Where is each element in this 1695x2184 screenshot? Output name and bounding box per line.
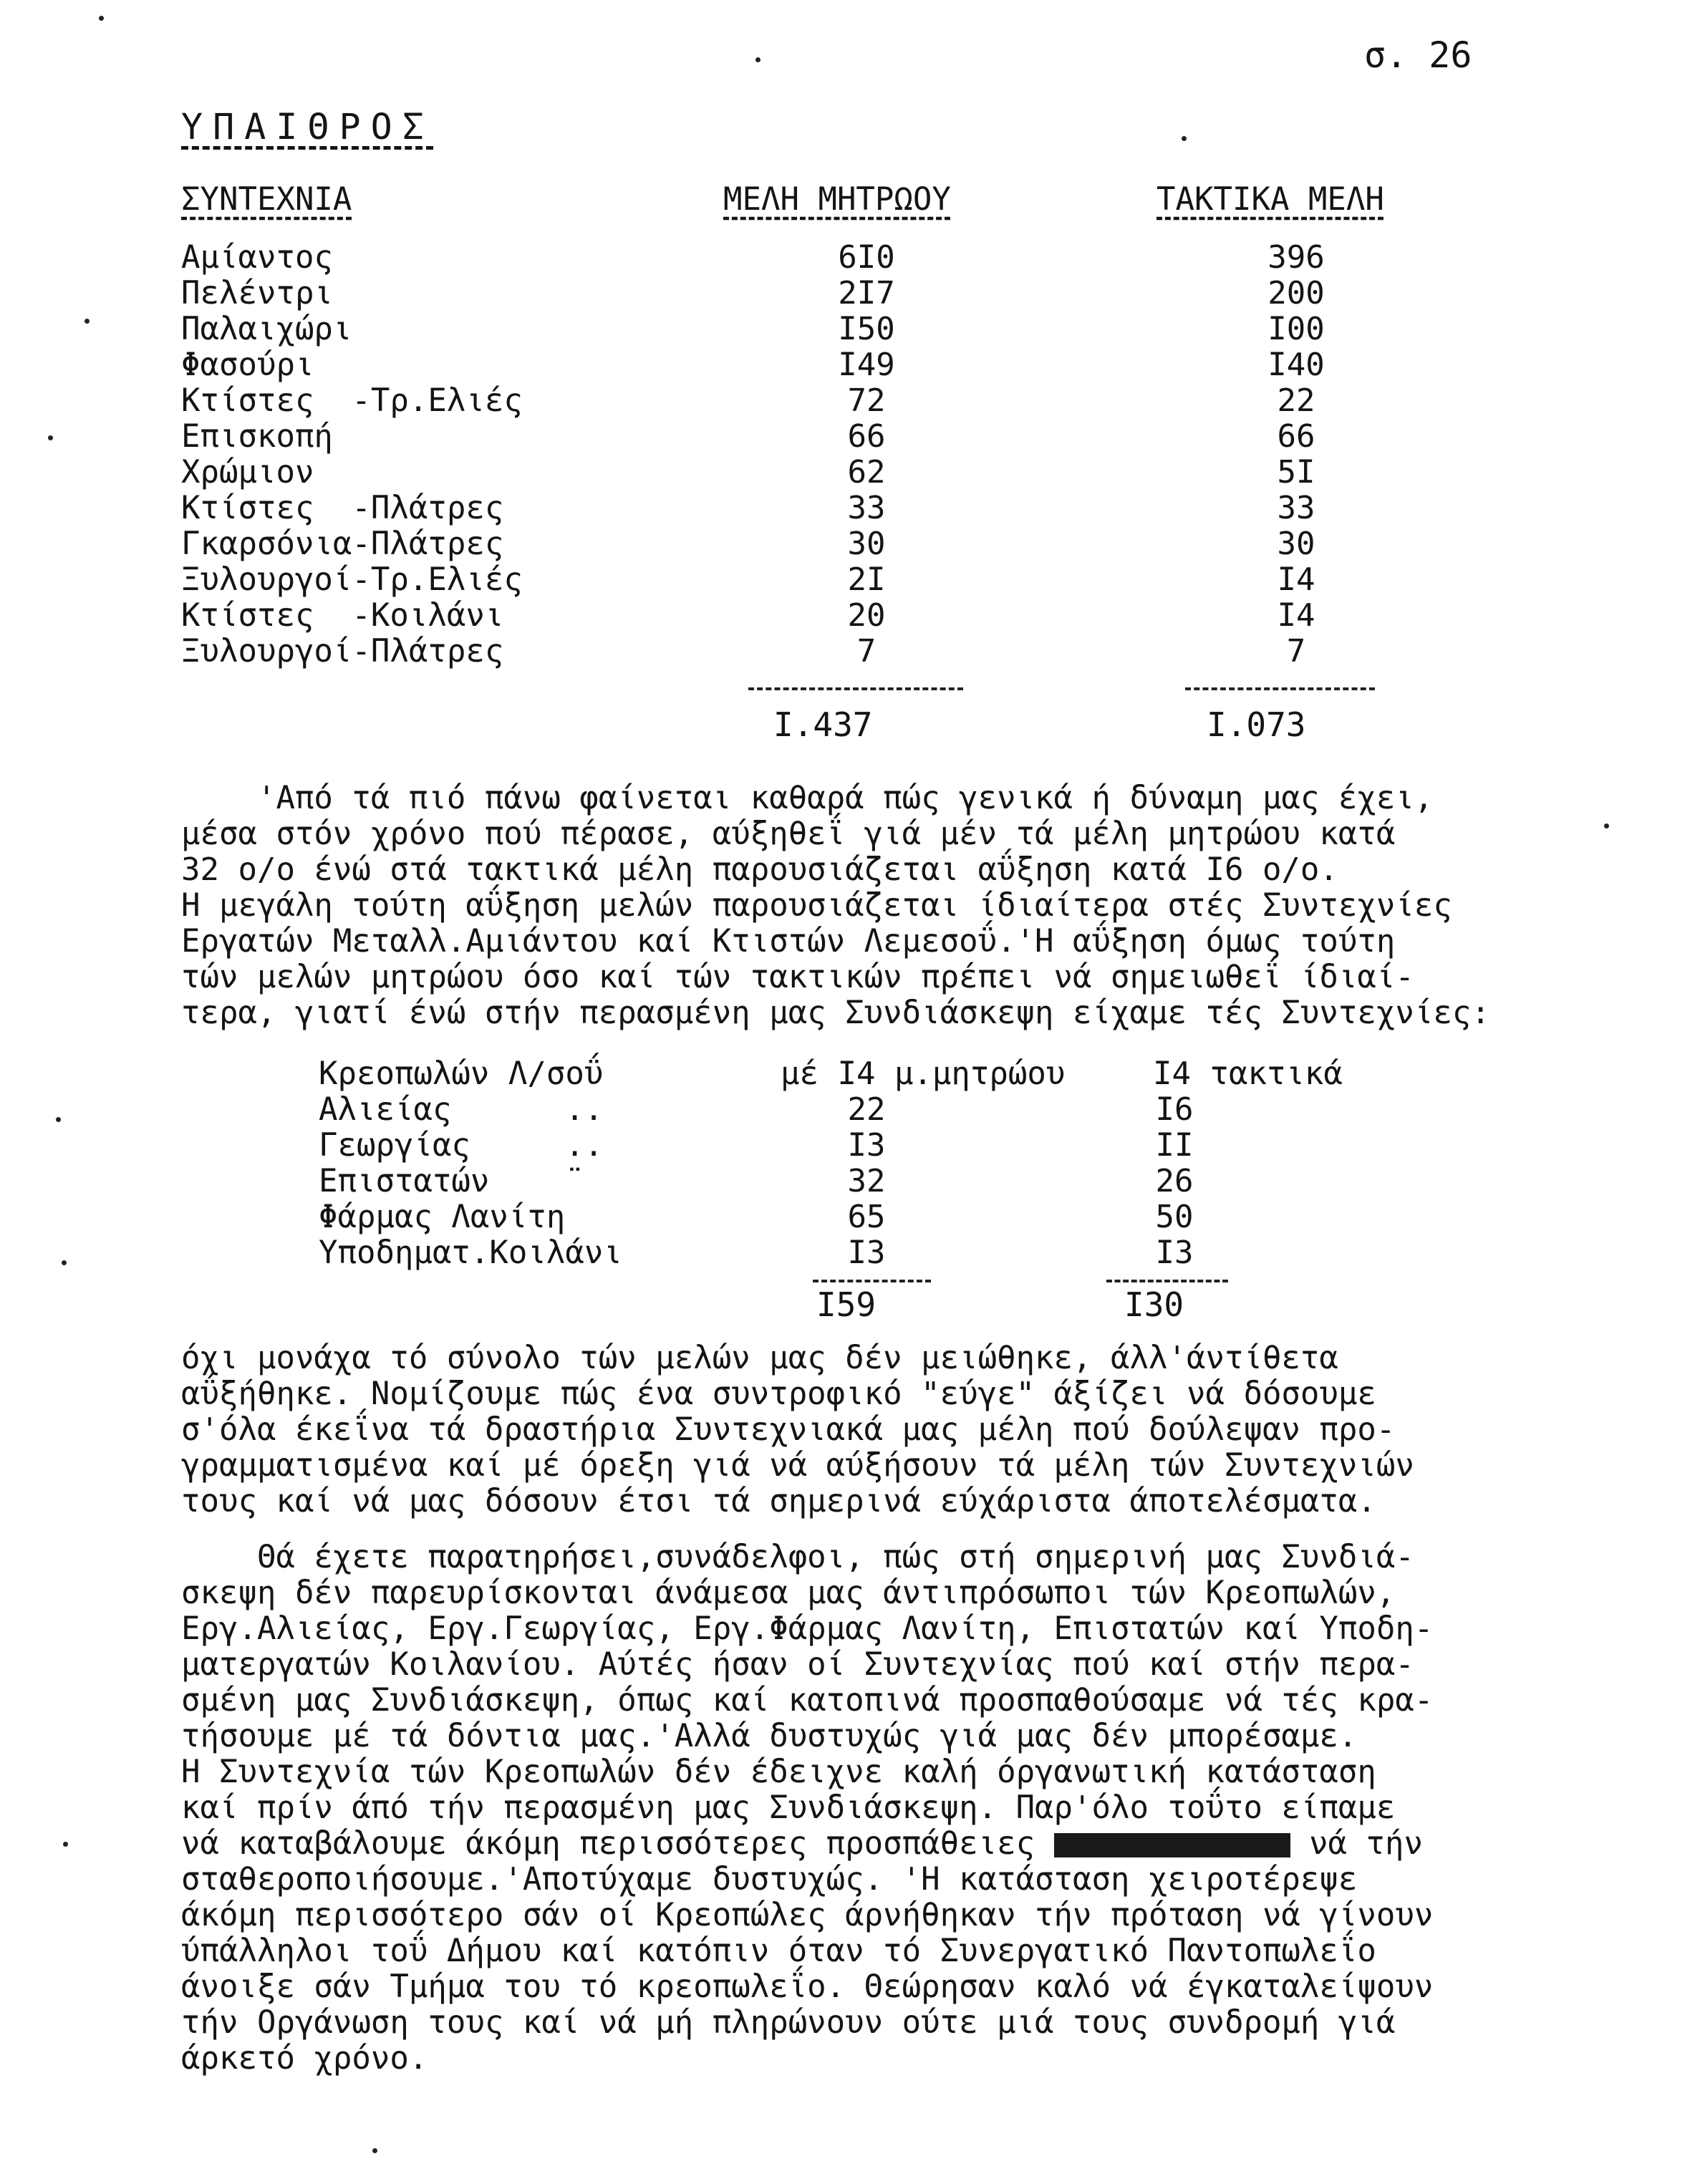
text-line: Η μεγάλη τούτη αΰξηση μελών παρουσιάζεται ίδιαίτερα στές Συντεχνίες [181, 887, 1452, 924]
page-number: σ. 26 [1364, 34, 1472, 76]
table-row [0, 311, 1695, 347]
union-name: Φασούρι [181, 347, 314, 383]
scan-speck [63, 1842, 68, 1847]
scan-speck [1604, 823, 1609, 828]
text-line: άνοιξε σάν Τμήμα του τό κρεοπωλεΐο. Θεώρησαν καλό νά έγκαταλείψουν [181, 1968, 1434, 2005]
text-line: γραμματισμένα καί μέ όρεξη γιά νά αύξήσουν τά μέλη τών Συντεχνιών [181, 1447, 1414, 1484]
table1-sum-line-registry [748, 687, 963, 690]
registry-members-value: Ι3 [847, 1127, 886, 1164]
union-name: Γκαρσόνια-Πλάτρες [181, 526, 504, 562]
section-title: ΥΠΑΙΘΡΟΣ [181, 106, 434, 148]
column-header-union: ΣΥΝΤΕΧΝΙΑ [181, 181, 352, 218]
text-line: τήσουμε μέ τά δόντια μας.'Αλλά δυστυχώς γιά μας δέν μπορέσαμε. [181, 1718, 1358, 1754]
table-row [0, 491, 1695, 526]
registry-members-value: 22 [847, 1091, 886, 1128]
active-members-value: ΙΙ [1155, 1127, 1194, 1164]
text-line: 32 ο/ο ένώ στά τακτικά μέλη παρουσιάζεται αΰξηση κατά Ι6 ο/ο. [181, 851, 1338, 888]
table2-total-active: Ι30 [1124, 1285, 1184, 1324]
registry-members-value: 6Ι0 [838, 239, 895, 276]
table-row [0, 383, 1695, 419]
paragraph-absent-unions [181, 1540, 1656, 1826]
union-name: Γεωργίας .. [319, 1127, 604, 1164]
table-row [0, 1235, 1695, 1271]
scan-speck [48, 435, 53, 440]
active-members-value: 50 [1155, 1199, 1194, 1235]
table-row [0, 455, 1695, 491]
table-row [0, 419, 1695, 455]
union-name: Χρώμιον [181, 454, 314, 491]
table-row [0, 526, 1695, 562]
union-name: Παλαιχώρι [181, 311, 352, 347]
union-name: Κτίστες -Κοιλάνι [181, 597, 504, 634]
table-row [0, 634, 1695, 670]
union-name: Φάρμας Λανίτη [319, 1199, 566, 1235]
column-header-registry: ΜΕΛΗ ΜΗΤΡΩΟΥ [723, 181, 951, 218]
registry-members-value: 2Ι7 [838, 275, 895, 311]
table2-total-registry: Ι59 [816, 1285, 877, 1324]
registry-members-value: 2Ι [847, 561, 886, 598]
redacted-line-before: νά καταβάλουμε άκόμη περισσότερες προσπάθειες [181, 1825, 1035, 1862]
registry-members-value: 65 [847, 1199, 886, 1235]
text-line: τους καί νά μας δόσουν έτσι τά σημερινά εύχάριστα άποτελέσματα. [181, 1483, 1376, 1519]
scan-speck [84, 319, 90, 324]
table-row [0, 1092, 1695, 1128]
table-row [0, 562, 1695, 598]
union-name: Κτίστες -Τρ.Ελιές [181, 382, 523, 419]
union-name: Ξυλουργοί-Πλάτρες [181, 633, 504, 670]
table-row [0, 598, 1695, 634]
text-line: Η Συντεχνία τών Κρεοπωλών δέν έδειχνε καλή όργανωτική κατάσταση [181, 1754, 1376, 1790]
text-line: άκόμη περισσότερο σάν οί Κρεοπώλες άρνήθηκαν τήν πρόταση νά γίνουν [181, 1897, 1434, 1933]
union-name: Κτίστες -Πλάτρες [181, 490, 504, 526]
active-members-value: Ι6 [1155, 1091, 1194, 1128]
text-line: σκεψη δέν παρευρίσκονται άνάμεσα μας άντιπρόσωποι τών Κρεοπωλών, [181, 1575, 1396, 1611]
text-line: τήν Οργάνωση τους καί νά μή πληρώνουν ούτε μιά τους συνδρομή γιά [181, 2004, 1396, 2041]
scan-speck [1182, 136, 1187, 141]
table-row [0, 276, 1695, 311]
table-row [0, 1056, 1695, 1092]
redaction-mark [1054, 1833, 1290, 1857]
active-members-value: 66 [1277, 418, 1315, 455]
text-line: όχι μονάχα τό σύνολο τών μελών μας δέν μειώθηκε, άλλ'άντίθετα [181, 1340, 1338, 1376]
redacted-line-after: νά τήν [1309, 1825, 1424, 1862]
table1-total-registry: Ι.437 [773, 705, 873, 744]
table-row [0, 1199, 1695, 1235]
text-line: σ'όλα έκεΐνα τά δραστήρια Συντεχνιακά μας μέλη πού δούλεψαν προ- [181, 1411, 1396, 1448]
scan-speck [99, 16, 104, 21]
registry-members-value: Ι50 [838, 311, 895, 347]
registry-members-value: 20 [847, 597, 886, 634]
active-members-value: Ι4 [1277, 597, 1315, 634]
union-name: Αμίαντος [181, 239, 333, 276]
active-members-value: Ι4 τακτικά [1153, 1055, 1343, 1092]
union-name: Επισκοπή [181, 418, 333, 455]
active-members-value: Ι40 [1267, 347, 1325, 383]
table1-total-active: Ι.073 [1207, 705, 1306, 744]
table-row [0, 1128, 1695, 1164]
text-line: σταθεροποιήσουμε.'Αποτύχαμε δυστυχώς. 'Η κατάσταση χειροτέρεψε [181, 1861, 1358, 1898]
text-line: μέσα στόν χρόνο πού πέρασε, αύξηθεΐ γιά μέν τά μέλη μητρώου κατά [181, 816, 1396, 852]
text-line: αΰξήθηκε. Νομίζουμε πώς ένα συντροφικό "εύγε" άξίζει νά δόσουμε [181, 1376, 1376, 1412]
union-name: Υποδηματ.Κοιλάνι [319, 1234, 622, 1271]
text-line: Θά έχετε παρατηρήσει,συνάδελφοι, πώς στή σημερινή μας Συνδιά- [181, 1539, 1414, 1575]
active-members-value: 5Ι [1277, 454, 1315, 491]
text-line: ύπάλληλοι τοΰ Δήμου καί κατόπιν όταν τό Συνεργατικό Παντοπωλεΐο [181, 1933, 1376, 1969]
scan-speck [372, 2148, 377, 2153]
union-name: Πελέντρι [181, 275, 333, 311]
text-line: Εργ.Αλιείας, Εργ.Γεωργίας, Εργ.Φάρμας Λανίτη, Επιστατών καί Υποδη- [181, 1610, 1434, 1647]
table2-sum-line-registry [813, 1280, 931, 1282]
text-line: καί πρίν άπό τήν περασμένη μας Συνδιάσκεψη. Παρ'όλο τοΰτο είπαμε [181, 1789, 1396, 1826]
table-row [0, 347, 1695, 383]
paragraph-congratulations [181, 1340, 1656, 1519]
scan-speck [56, 1117, 61, 1122]
table2-sum-line-active [1106, 1280, 1228, 1282]
active-members-value: 30 [1277, 526, 1315, 562]
table-row [0, 1164, 1695, 1199]
scan-speck [62, 1260, 67, 1265]
union-name: Επιστατών ¨ [319, 1163, 584, 1199]
registry-members-value: 62 [847, 454, 886, 491]
text-line: άρκετό χρόνο. [181, 2040, 428, 2077]
active-members-value: 396 [1267, 239, 1325, 276]
text-line: ματεργατών Κοιλανίου. Αύτές ήσαν οί Συντεχνίας πού καί στήν περα- [181, 1646, 1414, 1683]
union-name: Κρεοπωλών Λ/σοΰ [319, 1055, 604, 1092]
text-line: τερα, γιατί ένώ στήν περασμένη μας Συνδιάσκεψη είχαμε τές Συντεχνίες: [181, 995, 1490, 1031]
registry-members-value: Ι49 [838, 347, 895, 383]
registry-members-value: 32 [847, 1163, 886, 1199]
active-members-value: Ι00 [1267, 311, 1325, 347]
table1-sum-line-active [1185, 687, 1375, 690]
active-members-value: 7 [1286, 633, 1306, 670]
scan-speck [755, 57, 760, 62]
table-row [0, 240, 1695, 276]
paragraph-absent-unions-continued [181, 1862, 1656, 2077]
registry-members-value: μέ Ι4 μ.μητρώου [781, 1055, 1066, 1092]
active-members-value: 22 [1277, 382, 1315, 419]
registry-members-value: Ι3 [847, 1234, 886, 1271]
text-line: σμένη μας Συνδιάσκεψη, όπως καί κατοπινά προσπαθούσαμε νά τές κρα- [181, 1682, 1434, 1719]
registry-members-value: 30 [847, 526, 886, 562]
active-members-value: 26 [1155, 1163, 1194, 1199]
active-members-value: 200 [1267, 275, 1325, 311]
text-line: Εργατών Μεταλλ.Αμιάντου καί Κτιστών Λεμεσοΰ.'Η αΰξηση όμως τούτη [181, 923, 1396, 960]
registry-members-value: 72 [847, 382, 886, 419]
active-members-value: Ι4 [1277, 561, 1315, 598]
paragraph-growth [181, 781, 1656, 1031]
union-name: Αλιείας .. [319, 1091, 604, 1128]
registry-members-value: 66 [847, 418, 886, 455]
registry-members-value: 33 [847, 490, 886, 526]
paragraph-redacted-line [181, 1826, 1656, 1862]
active-members-value: 33 [1277, 490, 1315, 526]
text-line: 'Από τά πιό πάνω φαίνεται καθαρά πώς γενικά ή δύναμη μας έχει, [181, 780, 1434, 816]
text-line: τών μελών μητρώου όσο καί τών τακτικών πρέπει νά σημειωθεΐ ίδιαί- [181, 959, 1414, 995]
active-members-value: Ι3 [1155, 1234, 1194, 1271]
union-name: Ξυλουργοί-Τρ.Ελιές [181, 561, 523, 598]
registry-members-value: 7 [856, 633, 877, 670]
column-header-active: ΤΑΚΤΙΚΑ ΜΕΛΗ [1156, 181, 1384, 218]
